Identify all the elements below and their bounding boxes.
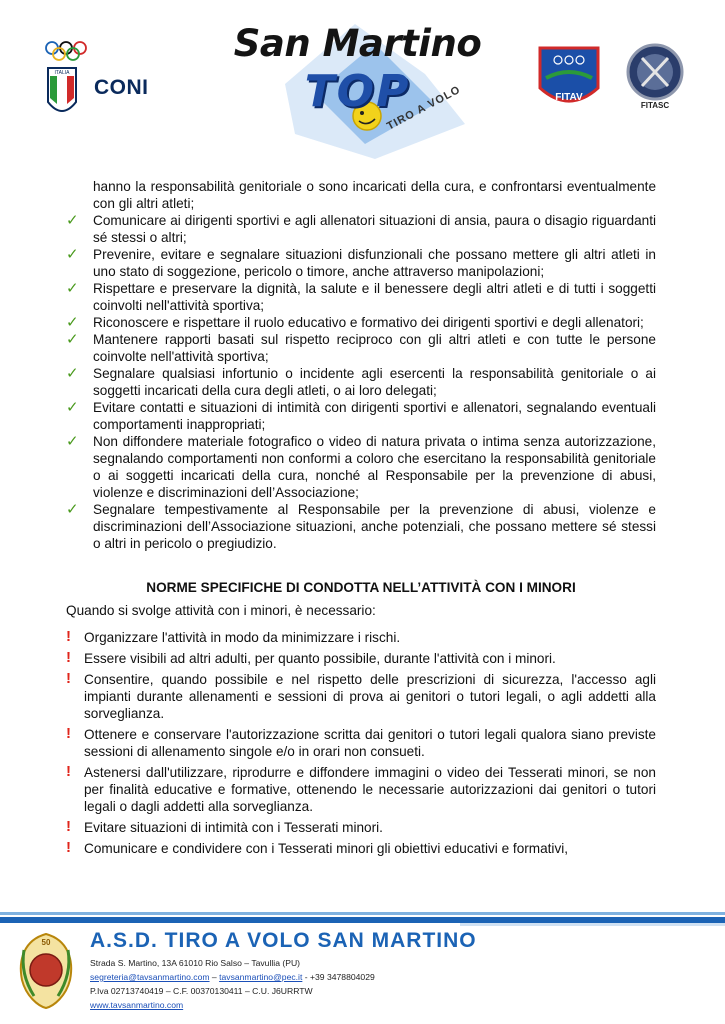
logo-subtitle: TIRO A VOLO bbox=[385, 83, 463, 133]
exclamation-icon: ! bbox=[66, 649, 71, 666]
email-link[interactable]: segreteria@tavsanmartino.com bbox=[90, 972, 210, 982]
list-item: ✓ Mantenere rapporti basati sul rispetto reciproco con gli altri atleti e con tutte le persone coinvolte nell'attività sportiva; bbox=[66, 330, 656, 364]
fitasc-label: FITASC bbox=[640, 101, 670, 110]
list-item: ✓ Segnalare qualsiasi infortunio o incidente agli esercenti la responsabilità genitoriale o ai soggetti incaricati della cura degli atleti, o ai loro delegati; bbox=[66, 364, 656, 398]
list-item: ! Consentire, quando possibile e nel rispetto delle prescrizioni di sicurezza, l'accesso agli impianti durante allenamenti e sessioni di prova ai genitori o tutori legali, o agli addetti alla sorveglianza. bbox=[66, 670, 656, 721]
list-item: ! Ottenere e conservare l'autorizzazione scritta dai genitori o tutori legali qualora siano previste sessioni di allenamento singole e/o in orari non consueti. bbox=[66, 725, 656, 759]
section-title: NORME SPECIFICHE DI CONDOTTA NELL’ATTIVITÀ CON I MINORI bbox=[146, 580, 576, 595]
checkmark-icon: ✓ bbox=[66, 432, 79, 450]
athlete-duties-list bbox=[66, 212, 656, 552]
coni-wordmark: CONI bbox=[94, 76, 149, 99]
footer-divider bbox=[0, 912, 725, 926]
website-link[interactable]: www.tavsanmartino.com bbox=[90, 1000, 184, 1010]
fitav-logo bbox=[536, 44, 602, 114]
list-item: ✓ Rispettare e preservare la dignità, la salute e il benessere degli altri atleti e di tutti i soggetti coinvolti nell'attività sportiva; bbox=[66, 279, 656, 313]
fitasc-logo bbox=[624, 42, 686, 112]
san-martino-top-logo bbox=[225, 14, 490, 164]
minors-rules-list bbox=[66, 629, 656, 857]
footer-contacts bbox=[90, 956, 375, 1012]
list-item: ✓ Comunicare ai dirigenti sportivi e agli allenatori situazioni di ansia, paura o disagio riguardanti sé stessi o altri; bbox=[66, 211, 656, 245]
document-body bbox=[66, 178, 656, 861]
checkmark-icon: ✓ bbox=[66, 279, 79, 297]
continuation-paragraph: hanno la responsabilità genitoriale o sono incaricati della cura, e confrontarsi eventualmente con gli altri atleti; bbox=[93, 179, 656, 211]
list-item: ✓ Evitare contatti e situazioni di intimità con dirigenti sportivi e allenatori, segnalando eventuali comportamenti inappropriati; bbox=[66, 398, 656, 432]
exclamation-icon: ! bbox=[66, 839, 71, 856]
address-line: Strada S. Martino, 13A 61010 Rio Salso – Tavullia (PU) bbox=[90, 958, 301, 968]
exclamation-icon: ! bbox=[66, 670, 71, 687]
section-intro: Quando si svolge attività con i minori, è necessario: bbox=[66, 603, 376, 618]
logo-title: San Martino bbox=[233, 22, 482, 65]
club-badge-logo bbox=[14, 930, 78, 1010]
checkmark-icon: ✓ bbox=[66, 398, 79, 416]
list-item: ! Evitare situazioni di intimità con i Tesserati minori. bbox=[66, 818, 383, 835]
logo-top-word: TOP bbox=[304, 66, 411, 117]
list-item: ! Essere visibili ad altri adulti, per quanto possibile, durante l'attività con i minori. bbox=[66, 649, 556, 666]
checkmark-icon: ✓ bbox=[66, 211, 79, 229]
exclamation-icon: ! bbox=[66, 628, 71, 645]
list-item: ! Comunicare e condividere con i Tesserati minori gli obiettivi educativi e formativi, bbox=[66, 839, 569, 856]
checkmark-icon: ✓ bbox=[66, 245, 79, 263]
coni-logo bbox=[38, 40, 148, 130]
list-item: ! Astenersi dall'utilizzare, riprodurre e diffondere immagini o video dei Tesserati minori, se non per finalità educative e formative, ottenendo le necessarie autorizzazioni dai genitori o tutori legali o dagli addetti alla sorveglianza. bbox=[66, 763, 656, 814]
exclamation-icon: ! bbox=[66, 818, 71, 835]
checkmark-icon: ✓ bbox=[66, 313, 79, 331]
checkmark-icon: ✓ bbox=[66, 364, 79, 382]
italia-shield-icon bbox=[46, 66, 78, 120]
contact-line: segreteria@tavsanmartino.com – tavsanmartino@pec.it - +39 3478804029 bbox=[90, 972, 375, 982]
phone-number: - +39 3478804029 bbox=[302, 972, 375, 982]
checkmark-icon: ✓ bbox=[66, 500, 79, 518]
exclamation-icon: ! bbox=[66, 763, 71, 780]
fitav-label: FITAV bbox=[555, 92, 583, 103]
list-item: ✓ Non diffondere materiale fotografico o video di natura privata o intima senza autorizzazione, segnalando comportamenti non conformi a coloro che esercitano la responsabilità genitoriale o ai soggetti incaricati della cura, nonché al Responsabile per la prevenzione di abusi, violenze e discriminazioni dell’Associazione; bbox=[66, 432, 656, 500]
exclamation-icon: ! bbox=[66, 725, 71, 742]
page-header bbox=[0, 0, 725, 170]
checkmark-icon: ✓ bbox=[66, 330, 79, 348]
list-item: ✓ Riconoscere e rispettare il ruolo educativo e formativo dei dirigenti sportivi e degli allenatori; bbox=[66, 313, 644, 331]
pec-link[interactable]: tavsanmartino@pec.it bbox=[219, 972, 303, 982]
olympic-rings-icon bbox=[44, 40, 92, 62]
list-item: ✓ Prevenire, evitare e segnalare situazioni disfunzionali che possano mettere gli altri atleti in uno stato di soggezione, pericolo o timore, anche attraverso manipolazioni; bbox=[66, 245, 656, 279]
coni-country: ITALIA bbox=[54, 70, 70, 76]
list-item: ✓ Segnalare tempestivamente al Responsabile per la prevenzione di abusi, violenze e discriminazioni dell’Associazione situazioni, anche potenziali, che possano mettere sé stessi o altri in pericolo o pregiudizio. bbox=[66, 500, 656, 551]
fiscal-line: P.Iva 02713740419 – C.F. 00370130411 – C.U. J6URRTW bbox=[90, 986, 313, 996]
organization-name: A.S.D. TIRO A VOLO SAN MARTINO bbox=[90, 929, 477, 952]
list-item: ! Organizzare l'attività in modo da minimizzare i rischi. bbox=[66, 628, 401, 645]
badge-years: 50 bbox=[41, 938, 51, 947]
